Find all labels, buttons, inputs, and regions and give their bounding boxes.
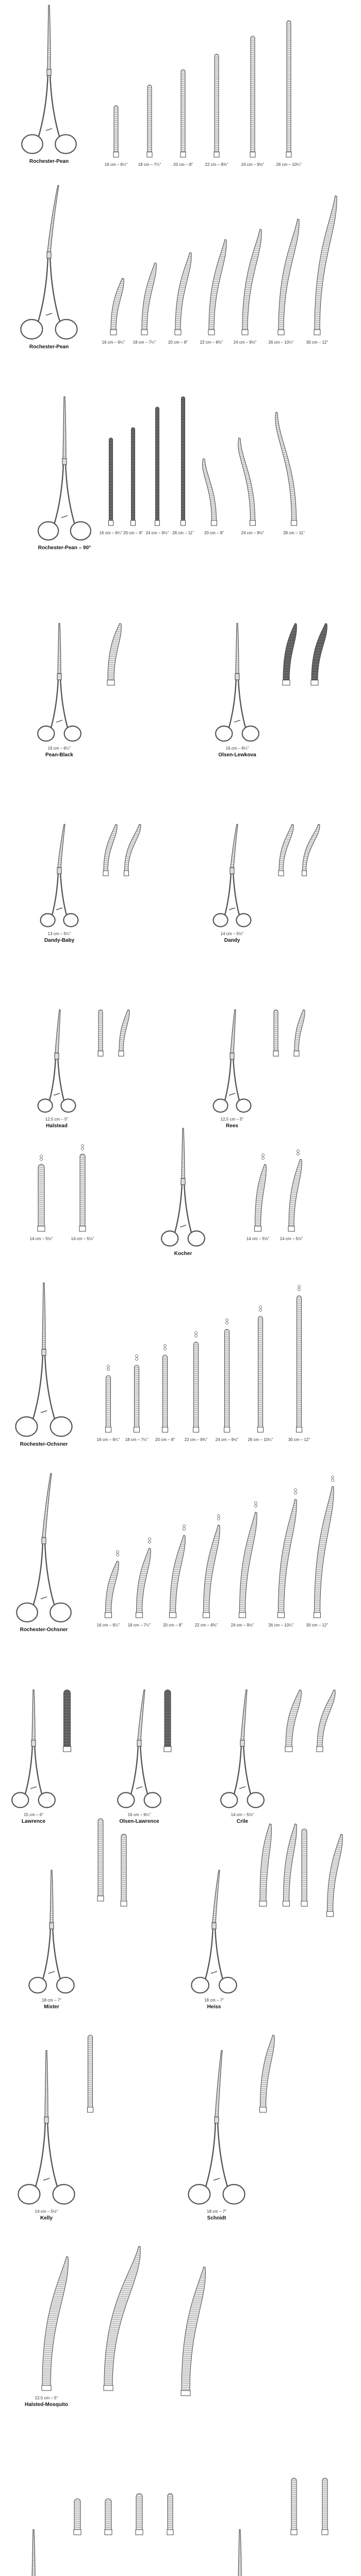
size-label: 30 cm – 12" <box>306 340 329 345</box>
forceps-illustration <box>118 1690 161 1807</box>
instrument-name: Kelly <box>40 2215 53 2221</box>
jaw-detail <box>79 1154 86 1231</box>
jaw-detail <box>297 1296 302 1432</box>
size-label: 20 cm – 8" <box>155 1437 175 1442</box>
instrument-name: Mixter <box>44 2004 59 2010</box>
jaw-detail-curved <box>208 240 226 335</box>
jaw-detail-curved <box>124 824 141 876</box>
forceps-illustration <box>12 1690 55 1807</box>
jaw-detail <box>106 1376 111 1432</box>
forceps-illustration <box>216 623 259 741</box>
jaw-detail <box>167 2494 173 2535</box>
forceps-illustration <box>12 2530 55 2576</box>
jaw-detail <box>164 1690 171 1752</box>
instrument-name: Pean-Black <box>45 752 73 758</box>
instrument-name: Halsted-Mosquito <box>25 2402 68 2408</box>
size-label: 24 cm – 9½" <box>241 531 265 535</box>
jaw-detail <box>113 106 119 157</box>
jaw-detail-curved <box>302 824 320 876</box>
size-label: 26 cm – 10¼" <box>268 1623 294 1628</box>
size-label: 24 cm – 9½" <box>145 531 169 535</box>
jaw-detail-curved <box>181 2267 205 2396</box>
teeth-marker <box>259 1306 262 1312</box>
jaw-detail <box>214 54 219 157</box>
forceps-illustration <box>38 1010 76 1112</box>
size-label: 16 cm – 6¼" <box>127 1812 151 1817</box>
forceps-illustration <box>22 5 76 154</box>
jaw-detail-curved <box>136 1548 151 1618</box>
jaw-detail-curved <box>314 196 337 335</box>
jaw-detail-curved <box>283 1824 297 1906</box>
size-label: 16 cm – 6¼" <box>102 340 125 345</box>
jaw-detail <box>131 428 136 526</box>
jaw-detail-curved <box>278 824 293 876</box>
jaw-detail-curved <box>104 2246 140 2391</box>
jaw-detail-curved <box>294 1010 305 1056</box>
instrument-name: Kocher <box>174 1251 192 1257</box>
teeth-marker <box>255 1502 257 1507</box>
size-label: 20 cm – 8" <box>204 531 224 535</box>
jaw-detail-curved <box>103 824 117 876</box>
instrument-name: Dandy-Baby <box>44 938 75 943</box>
jaw-detail-curved <box>278 1499 297 1618</box>
jaw-detail <box>121 1834 127 1906</box>
size-label: 13 cm – 5¼" <box>47 931 71 936</box>
size-label: 12,5 cm – 5" <box>35 2396 58 2400</box>
teeth-marker <box>164 1345 167 1350</box>
jaw-detail <box>74 2499 81 2535</box>
instrument-name: Rochester-Pean <box>29 159 69 164</box>
teeth-marker <box>40 1155 43 1161</box>
jaw-detail <box>180 70 186 157</box>
forceps-illustration <box>38 623 81 741</box>
jaw-detail <box>136 2494 143 2535</box>
size-label: 24 cm – 9½" <box>241 162 265 167</box>
size-label: 20 cm – 8" <box>123 531 143 535</box>
size-label: 16 cm – 6¼" <box>96 1623 120 1628</box>
forceps-illustration <box>15 1283 72 1436</box>
jaw-detail-curved <box>202 459 217 526</box>
forceps-illustration <box>214 824 251 927</box>
size-label: 20 cm – 8" <box>168 340 188 345</box>
teeth-marker <box>332 1476 334 1482</box>
size-label: 30 cm – 12" <box>306 1623 329 1628</box>
instrument-name: Rochester-Ochsner <box>20 1627 68 1633</box>
jaw-detail-curved <box>278 219 299 335</box>
size-label: 14 cm – 5½" <box>29 1236 53 1241</box>
jaw-detail <box>97 1819 104 1901</box>
instrument-name: Crile <box>236 1819 249 1824</box>
jaw-detail <box>63 1690 71 1752</box>
jaw-detail <box>147 85 152 157</box>
jaw-detail <box>98 1010 103 1056</box>
teeth-marker <box>262 1154 265 1160</box>
size-label: 14 cm – 5½" <box>280 1236 303 1241</box>
instrument-name: Olsen-Lewkova <box>218 752 256 758</box>
size-label: 20 cm – 8" <box>173 162 193 167</box>
jaw-detail <box>250 36 255 157</box>
jaw-detail <box>322 2478 328 2535</box>
jaw-detail-curved <box>170 1535 186 1618</box>
size-label: 22 cm – 8¾" <box>200 340 223 345</box>
jaw-detail <box>301 1829 307 1906</box>
jaw-detail-curved <box>327 1834 343 1917</box>
jaw-detail <box>109 438 113 526</box>
forceps-illustration <box>41 824 78 927</box>
size-label: 22 cm – 8¾" <box>184 1437 208 1442</box>
jaw-detail <box>286 21 291 157</box>
teeth-marker <box>226 1319 228 1325</box>
size-label: 14 cm – 5½" <box>71 1236 94 1241</box>
jaw-detail-curved <box>175 252 191 335</box>
size-label: 22 cm – 8¾" <box>194 1623 218 1628</box>
jaw-detail <box>193 1342 199 1432</box>
size-label: 28 cm – 11" <box>172 531 194 535</box>
teeth-marker <box>297 1150 300 1156</box>
size-label: 18 cm – 7¼" <box>133 340 156 345</box>
forceps-illustration <box>191 1870 236 1993</box>
instrument-name: Rochester-Pean – 90° <box>38 545 91 551</box>
jaw-detail <box>224 1329 230 1432</box>
size-label: 12,5 cm – 5" <box>220 1117 244 1122</box>
size-label: 16 cm – 6¼" <box>104 162 128 167</box>
jaw-detail <box>88 2035 93 2112</box>
teeth-marker <box>117 1551 119 1556</box>
instrument-name: Halstead <box>46 1123 68 1129</box>
size-label: 14 cm – 5½" <box>35 2209 58 2214</box>
forceps-illustration <box>188 2050 244 2204</box>
jaw-detail <box>134 1365 140 1432</box>
forceps-illustration <box>29 1870 74 1993</box>
size-label: 16 cm – 6¼" <box>225 746 249 751</box>
teeth-marker <box>294 1489 297 1495</box>
jaw-detail-curved <box>242 229 261 335</box>
jaw-detail-curved <box>275 412 297 526</box>
size-label: 26 cm – 10¼" <box>276 162 302 167</box>
instrument-name: Dandy <box>224 938 240 943</box>
forceps-illustration <box>214 1010 251 1112</box>
size-label: 24 cm – 9½" <box>233 340 257 345</box>
size-label: 18 cm – 7¼" <box>125 1437 149 1442</box>
jaw-detail-curved <box>42 2257 68 2391</box>
forceps-illustration <box>17 1473 71 1622</box>
instrument-name: Olsen-Lawrence <box>119 1819 159 1824</box>
jaw-detail-curved <box>317 1690 335 1752</box>
jaw-detail-curved <box>105 1561 119 1618</box>
teeth-marker <box>81 1145 84 1150</box>
size-label: 20 cm – 8" <box>163 1623 183 1628</box>
size-label: 16 cm – 6¼" <box>99 531 123 535</box>
size-label: 18 cm – 7" <box>207 2209 226 2214</box>
size-label: 30 cm – 12" <box>288 1437 310 1442</box>
jaw-detail-curved <box>238 438 256 526</box>
jaw-detail <box>105 2499 112 2535</box>
instrument-name: Rochester-Ochsner <box>20 1442 68 1447</box>
size-label: 12,5 cm – 5" <box>45 1117 69 1122</box>
forceps-illustration <box>161 1128 205 1246</box>
size-label: 14 cm – 5½" <box>231 1812 254 1817</box>
size-label: 28 cm – 11" <box>283 531 305 535</box>
jaw-detail-curved <box>311 623 327 685</box>
jaw-detail <box>162 1355 168 1432</box>
size-label: 14 cm – 5½" <box>220 931 244 936</box>
size-label: 26 cm – 10¼" <box>268 340 294 345</box>
size-label: 18 cm – 7" <box>42 1998 61 2003</box>
jaw-detail-curved <box>314 1486 334 1618</box>
jaw-detail <box>273 1010 278 1056</box>
instrument-name: Schnidt <box>207 2215 226 2221</box>
instrument-name: Rees <box>226 1123 238 1129</box>
jaw-detail-curved <box>203 1525 220 1618</box>
teeth-marker <box>149 1538 151 1544</box>
instrument-name: Rochester-Pean <box>29 344 69 350</box>
jaw-detail <box>181 397 186 526</box>
teeth-marker <box>195 1332 198 1337</box>
size-label: 22 cm – 8¾" <box>205 162 228 167</box>
jaw-detail-curved <box>107 623 121 685</box>
size-label: 14 cm – 5½" <box>246 1236 270 1241</box>
jaw-detail-curved <box>110 278 124 335</box>
size-label: 18 cm – 7¼" <box>138 162 161 167</box>
jaw-detail <box>291 2478 297 2535</box>
jaw-detail <box>155 407 160 526</box>
size-label: 18 cm – 7¼" <box>127 1623 151 1628</box>
jaw-detail-curved <box>141 263 156 335</box>
jaw-detail-curved <box>288 1159 302 1231</box>
jaw-detail-curved <box>255 1164 267 1231</box>
teeth-marker <box>218 1515 220 1520</box>
jaw-detail-curved <box>283 623 297 685</box>
size-label: 24 cm – 9½" <box>215 1437 239 1442</box>
jaw-detail <box>38 1164 45 1231</box>
teeth-marker <box>298 1285 301 1291</box>
jaw-detail-curved <box>285 1690 301 1752</box>
jaw-detail-curved <box>119 1010 129 1056</box>
forceps-illustration <box>218 2530 261 2576</box>
size-label: 16 cm – 6¼" <box>47 746 71 751</box>
size-label: 26 cm – 10¼" <box>248 1437 273 1442</box>
teeth-marker <box>107 1365 110 1371</box>
size-label: 15 cm – 6" <box>24 1812 43 1817</box>
size-label: 18 cm – 7" <box>204 1998 224 2003</box>
jaw-detail-curved <box>260 2035 275 2112</box>
teeth-marker <box>136 1355 138 1361</box>
jaw-detail-curved <box>239 1512 257 1618</box>
forceps-illustration <box>21 185 77 339</box>
jaw-detail-curved <box>259 1824 271 1906</box>
forceps-illustration <box>38 397 91 540</box>
forceps-illustration <box>221 1690 264 1807</box>
teeth-marker <box>183 1525 186 1531</box>
forceps-illustration <box>18 2050 74 2204</box>
jaw-detail <box>258 1316 264 1432</box>
instrument-name: Heiss <box>207 2004 221 2010</box>
size-label: 16 cm – 6¼" <box>96 1437 120 1442</box>
instrument-name: Lawrence <box>21 1819 46 1824</box>
size-label: 24 cm – 9½" <box>231 1623 254 1628</box>
